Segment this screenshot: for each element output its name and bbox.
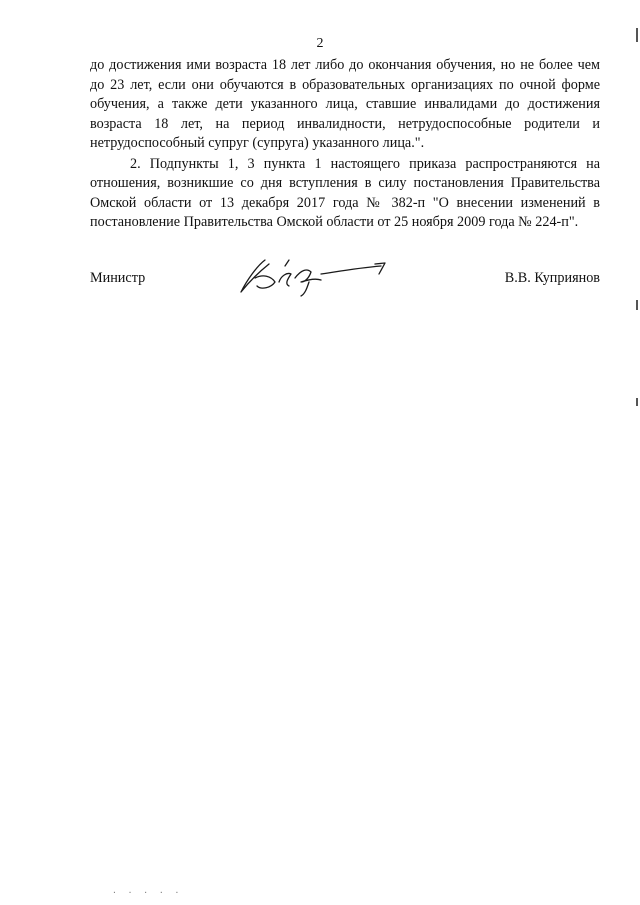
page-number: 2 [316, 36, 324, 51]
paragraph-continuation: до достижения ими возраста 18 лет либо до окончания обучения, но не более чем до 23 лет, если они обучаются в образовательных организациях по очной форме обучения, а также дети указанного лица, ставшие инвалидами до достижения возраста 18 лет, на период инвалидности, нетрудоспособные родители и нетрудоспособный супруг (супруга) указанного лица.". [90, 57, 600, 151]
scan-edge-mark [636, 398, 638, 406]
signatory-name: В.В. Куприянов [504, 270, 600, 286]
scan-artifact-dots: · · · · · [112, 888, 183, 897]
signatory-title: Министр [90, 270, 146, 286]
scan-edge-mark [636, 28, 638, 42]
handwritten-signature-icon [235, 252, 405, 298]
document-body [90, 56, 600, 233]
signature-block [90, 258, 600, 298]
scan-edge-mark [636, 300, 638, 310]
paragraph-item-2: 2. Подпункты 1, 3 пункта 1 настоящего приказа распространяются на отношения, возникшие со дня вступления в силу постановления Правительства Омской области от 13 декабря 2017 года № 382-п "О внесении изменений в постановление Правительства Омской области от 25 ноября 2009 года № 224-п". [90, 155, 600, 230]
